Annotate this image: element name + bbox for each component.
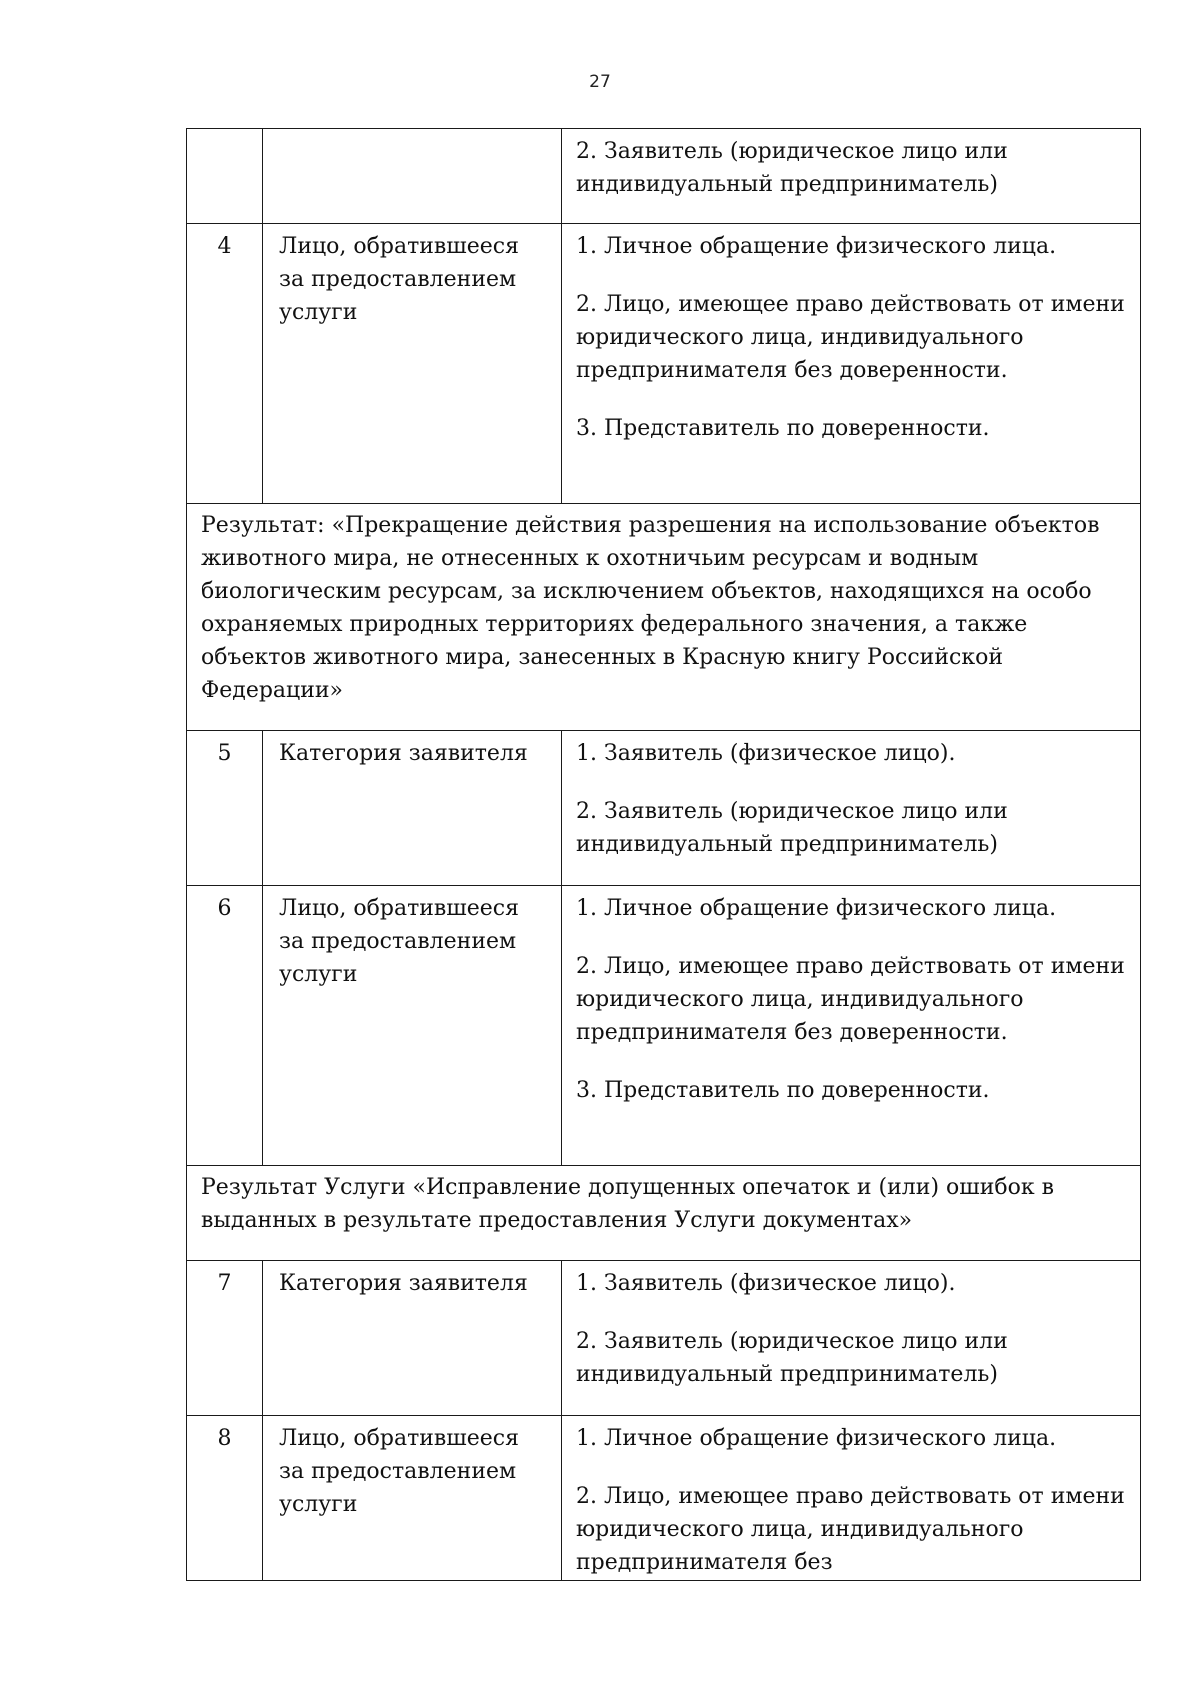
list-item: 2. Заявитель (юридическое лицо или индивидуальный предприниматель) bbox=[576, 799, 1008, 857]
row-number: 8 bbox=[187, 1416, 263, 1581]
result-row bbox=[187, 1166, 1141, 1261]
row-content bbox=[562, 129, 1141, 224]
list-item: 2. Лицо, имеющее право действовать от имени юридического лица, индивидуального предпринимателя без bbox=[576, 1484, 1125, 1575]
row-label: Лицо, обратившееся за предоставлением услуги bbox=[263, 224, 562, 504]
row-label: Категория заявителя bbox=[263, 731, 562, 886]
row-number bbox=[187, 129, 263, 224]
requirements-table bbox=[186, 128, 1141, 1581]
result-heading: Результат: «Прекращение действия разрешения на использование объектов животного мира, не отнесенных к охотничьим ресурсам и водным биологическим ресурсам, за исключением объектов, находящихся на особо охраняемых природных территориях федерального значения, а также объектов животного мира, занесенных в Красную книгу Российской Федерации» bbox=[187, 504, 1141, 731]
table-row bbox=[187, 886, 1141, 1166]
row-number: 6 bbox=[187, 886, 263, 1166]
table-row bbox=[187, 224, 1141, 504]
list-item: 1. Личное обращение физического лица. bbox=[576, 234, 1057, 259]
row-content bbox=[562, 1261, 1141, 1416]
list-item: 1. Заявитель (физическое лицо). bbox=[576, 1271, 956, 1296]
list-item: 2. Заявитель (юридическое лицо или индивидуальный предприниматель) bbox=[576, 139, 1008, 197]
table-row bbox=[187, 1416, 1141, 1581]
row-content bbox=[562, 224, 1141, 504]
row-number: 4 bbox=[187, 224, 263, 504]
result-heading: Результат Услуги «Исправление допущенных опечаток и (или) ошибок в выданных в результате предоставления Услуги документах» bbox=[187, 1166, 1141, 1261]
row-number: 5 bbox=[187, 731, 263, 886]
row-content bbox=[562, 1416, 1141, 1581]
table-row bbox=[187, 731, 1141, 886]
list-item: 3. Представитель по доверенности. bbox=[576, 416, 990, 441]
table-row bbox=[187, 1261, 1141, 1416]
list-item: 2. Лицо, имеющее право действовать от имени юридического лица, индивидуального предпринимателя без доверенности. bbox=[576, 292, 1125, 383]
row-label: Лицо, обратившееся за предоставлением услуги bbox=[263, 886, 562, 1166]
page-number: 27 bbox=[589, 72, 611, 92]
row-content bbox=[562, 731, 1141, 886]
row-label: Лицо, обратившееся за предоставлением услуги bbox=[263, 1416, 562, 1581]
table-row bbox=[187, 129, 1141, 224]
list-item: 3. Представитель по доверенности. bbox=[576, 1078, 990, 1103]
result-row bbox=[187, 504, 1141, 731]
list-item: 1. Личное обращение физического лица. bbox=[576, 896, 1057, 921]
row-label bbox=[263, 129, 562, 224]
list-item: 2. Заявитель (юридическое лицо или индивидуальный предприниматель) bbox=[576, 1329, 1008, 1387]
list-item: 2. Лицо, имеющее право действовать от имени юридического лица, индивидуального предпринимателя без доверенности. bbox=[576, 954, 1125, 1045]
row-number: 7 bbox=[187, 1261, 263, 1416]
list-item: 1. Заявитель (физическое лицо). bbox=[576, 741, 956, 766]
row-content bbox=[562, 886, 1141, 1166]
list-item: 1. Личное обращение физического лица. bbox=[576, 1426, 1057, 1451]
row-label: Категория заявителя bbox=[263, 1261, 562, 1416]
